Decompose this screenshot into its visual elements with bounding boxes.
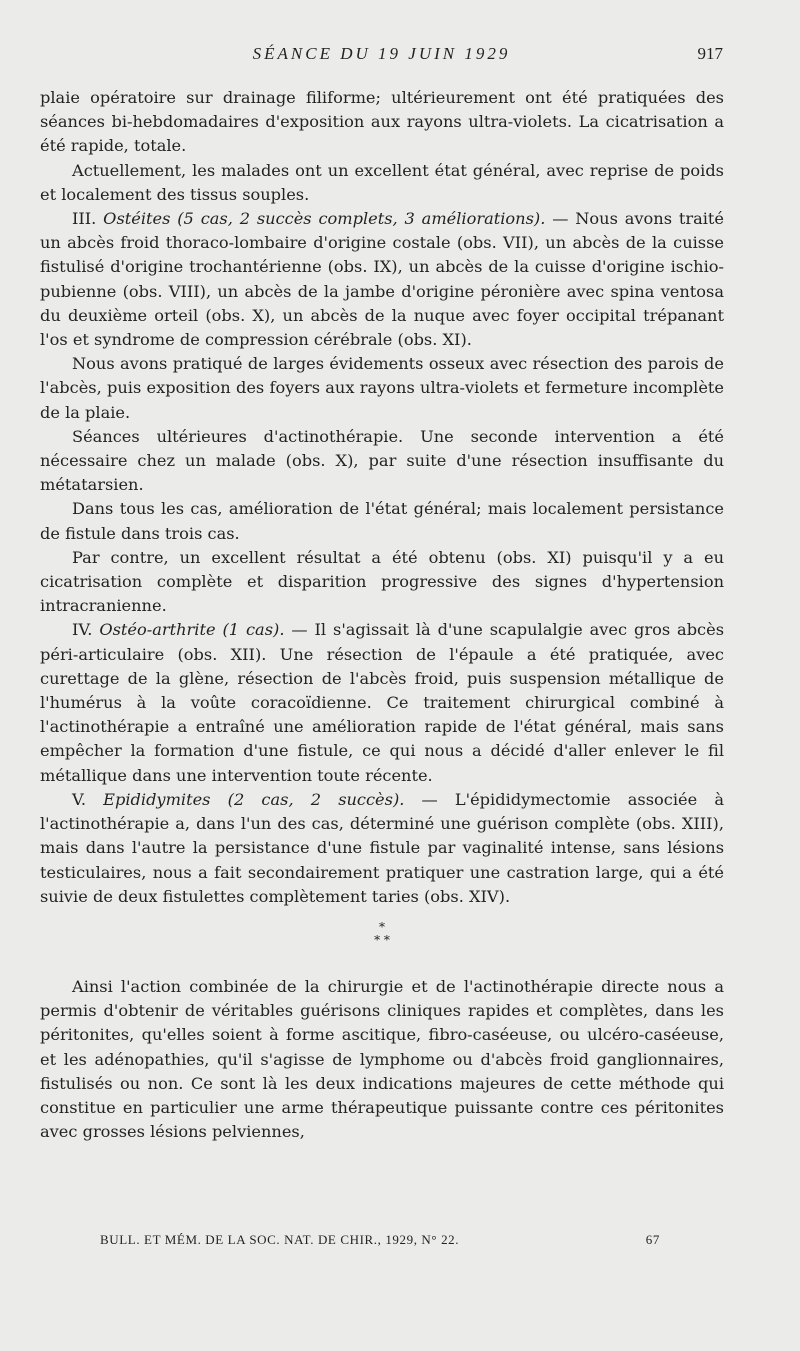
paragraph-evidements: Nous avons pratiqué de larges évidements osseux avec résection des parois de l'abcès, puis exposition des foyers aux rayons ultra-violets et fermeture incomplète de la plaie.: [40, 354, 724, 422]
body-text: [40, 86, 724, 1144]
section-number: III.: [72, 209, 104, 229]
section-heading: Ostéo-arthrite (1 cas).: [99, 620, 285, 640]
journal-reference: BULL. ET MÉM. DE LA SOC. NAT. DE CHIR., 1929, N° 22.: [100, 1232, 460, 1247]
page-number: 917: [697, 44, 723, 63]
section-number: V.: [72, 789, 104, 809]
paragraph-resultat: Par contre, un excellent résultat a été obtenu (obs. XI) puisqu'il y a eu cicatrisation complète et disparition progressive des signes d'hypertension intracranienne.: [40, 547, 724, 616]
asterism-bottom: * *: [374, 932, 390, 947]
header-title: SÉANCE DU 19 JUIN 1929: [252, 44, 511, 63]
section-heading: Ostéites (5 cas, 2 succès complets, 3 améliorations).: [103, 209, 546, 229]
page-footer: [100, 1232, 660, 1252]
paragraph-continuation: plaie opératoire sur drainage filiforme; ultérieurement ont été pratiquées des séances bi-hebdomadaires d'exposition aux rayons ultra-violets. La cicatrisation a été rapide, totale.: [40, 88, 724, 156]
asterism-separator: [40, 921, 724, 947]
section-osteites: III. Ostéites (5 cas, 2 succès complets, 3 améliorations). — Nous avons traité un abcès froid thoraco-lombaire d'origine costale (obs. VII), un abcès de la cuisse fistulisé d'origine trochantérienne (obs. IX), un abcès de la cuisse d'origine ischio-pubienne (obs. VIII), un abcès de la jambe d'origine péronière avec spina ventosa du deuxième orteil (obs. X), un abcès de la nuque avec foyer occipital trépanant l'os et syndrome de compression cérébrale (obs. XI).: [40, 209, 725, 350]
section-heading: Epididymites (2 cas, 2 succès).: [103, 789, 405, 809]
paragraph-general-state: Actuellement, les malades ont un excellent état général, avec reprise de poids et localement des tissus souples.: [40, 160, 724, 204]
paragraph-conclusion: Ainsi l'action combinée de la chirurgie et de l'actinothérapie directe nous a permis d'obtenir de véritables guérisons cliniques rapides et complètes, dans les péritonites, qu'elles soient à forme ascitique, fibro-caséeuse, ou ulcéro-caséeuse, et les adénopathies, qu'il s'agisse de lymphome ou d'abcès froid ganglionnaires, fistulisés ou non. Ce sont là les deux indications majeures de cette méthode qui constitue en particulier une arme thérapeutique puissante contre ces péritonites avec grosses lésions pelviennes,: [40, 976, 724, 1142]
signature-mark: 67: [645, 1232, 660, 1247]
paragraph-amelioration: Dans tous les cas, amélioration de l'état général; mais localement persistance de fistule dans trois cas.: [40, 499, 724, 543]
section-epididymites: V. Epididymites (2 cas, 2 succès). — L'épididymectomie associée à l'actinothérapie a, dans l'un des cas, déterminé une guérison complète (obs. XIII), mais dans l'autre la persistance d'une fistule par vaginalité intense, sans lésions testiculaires, nous a fait secondairement pratiquer une castration large, qui a été suivie de deux fistulettes complètement taries (obs. XIV).: [40, 789, 724, 906]
section-osteo-arthrite: IV. Ostéo-arthrite (1 cas). — Il s'agissait là d'une scapulalgie avec gros abcès péri-articulaire (obs. XII). Une résection de l'épaule a été pratiquée, avec curettage de la glène, résection de l'abcès froid, puis suspension métallique de l'humérus à la voûte coracoïdienne. Ce traitement chirurgical combiné à l'actinothérapie a entraîné une amélioration rapide de l'état général, mais sans empêcher la formation d'une fistule, ce qui nous a décidé d'aller enlever le fil métallique dans une intervention toute récente.: [40, 620, 725, 785]
running-header: [40, 44, 723, 74]
asterism-top: *: [379, 919, 385, 934]
paragraph-seances: Séances ultérieures d'actinothérapie. Une seconde intervention a été nécessaire chez un malade (obs. X), par suite d'une résection insuffisante du métatarsien.: [40, 426, 724, 495]
section-number: IV.: [72, 620, 100, 640]
